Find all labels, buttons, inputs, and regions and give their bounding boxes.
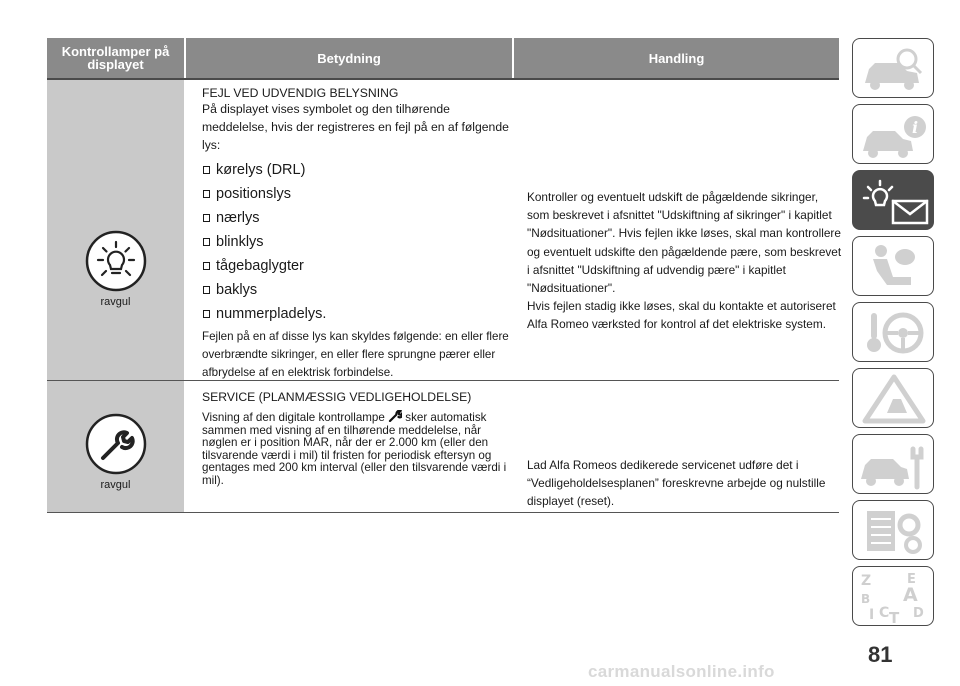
service-wrench-icon <box>85 413 147 475</box>
inline-wrench-icon <box>388 410 402 422</box>
alphabet-index-icon <box>853 567 935 627</box>
checkbox-bullet-icon <box>203 190 210 198</box>
car-wrench-icon <box>853 435 935 495</box>
checkbox-bullet-icon <box>203 214 210 222</box>
checkbox-bullet-icon <box>203 238 210 246</box>
list-item: positionslys <box>202 182 517 206</box>
index-letter: T <box>889 609 900 627</box>
index-letter: D <box>913 606 924 621</box>
tab-technical-data[interactable] <box>852 500 934 560</box>
info-glyph: i <box>912 118 919 137</box>
lamp-cell-2 <box>47 381 184 512</box>
index-letter: C <box>879 605 890 621</box>
watermark: carmanualsonline.info <box>588 662 775 681</box>
index-letter: I <box>869 607 875 623</box>
list-item: tågebaglygter <box>202 254 517 278</box>
action-cell-2: Lad Alfa Romeos dedikerede servicenet udføre det i “Vedligeholdelsesplanen” foreskrevne arbejde og nulstille displayet (reset). <box>527 458 826 509</box>
tab-warning-lamps[interactable] <box>852 170 934 230</box>
specs-gear-icon <box>853 501 935 561</box>
tab-car-info[interactable] <box>852 104 934 164</box>
tab-index[interactable] <box>852 566 934 626</box>
warning-lamp-envelope-icon <box>853 171 935 231</box>
row-divider <box>47 512 839 513</box>
index-letter: E <box>907 572 916 587</box>
lamp-color-label: ravgul <box>100 296 131 308</box>
tab-maintenance[interactable] <box>852 434 934 494</box>
warning-triangle-icon <box>853 369 935 429</box>
checkbox-bullet-icon <box>203 262 210 270</box>
car-search-icon <box>853 39 935 99</box>
index-letter: A <box>903 584 918 606</box>
car-info-icon <box>853 105 935 165</box>
list-item: nærlys <box>202 206 517 230</box>
list-item: baklys <box>202 278 517 302</box>
exterior-light-fault-icon <box>85 230 147 292</box>
checkbox-bullet-icon <box>203 310 210 318</box>
airbag-seat-icon <box>853 237 935 297</box>
row-outro: Fejlen på en af disse lys kan skyldes følgende: en eller flere overbrændte sikringer, en eller flere sprungne pærer eller afbrydelse af en elektrisk forbindelse. <box>202 330 509 379</box>
header-action: Handling <box>514 38 839 78</box>
meaning-cell-2 <box>202 388 514 488</box>
tab-car-search[interactable] <box>852 38 934 98</box>
key-steering-wheel-icon <box>853 303 935 363</box>
checkbox-bullet-icon <box>203 166 210 174</box>
tab-starting-driving[interactable] <box>852 302 934 362</box>
row-text: Visning af den digitale kontrollampe sker automatisk sammen med visning af en tilhørende meddelelse, når nøglen er i position MAR, når der er 2.000 km (eller den tilsvarende værdi i mil) til fristen for periodisk eftersyn og gentages med 200 km interval (eller den tilsvarende værdi i mil). <box>202 411 507 487</box>
row-title: SERVICE (PLANMÆSSIG VEDLIGEHOLDELSE) <box>202 390 472 404</box>
header-meaning: Betydning <box>186 38 512 78</box>
list-item: blinklys <box>202 230 517 254</box>
index-letter: B <box>861 592 871 606</box>
tab-emergency[interactable] <box>852 368 934 428</box>
action-text-2: Hvis fejlen stadig ikke løses, skal du kontakte et autoriseret Alfa Romeo værksted for kontrol af det elektriske system. <box>527 299 836 332</box>
header-lamp: Kontrollamper på displayet <box>47 38 184 78</box>
tab-safety[interactable] <box>852 236 934 296</box>
list-item: kørelys (DRL) <box>202 158 517 182</box>
row-title: FEJL VED UDVENDIG BELYSNING <box>202 86 399 100</box>
page-number: 81 <box>868 642 893 667</box>
lamp-color-label: ravgul <box>100 479 131 491</box>
checkbox-bullet-icon <box>203 286 210 294</box>
list-item: nummerpladelys. <box>202 302 517 326</box>
index-letter: Z <box>861 573 872 589</box>
meaning-cell-1 <box>202 86 517 382</box>
action-cell-1 <box>527 188 842 334</box>
lamp-list <box>202 158 517 326</box>
action-text: Kontroller og eventuelt udskift de pågældende sikringer, som beskrevet i afsnittet "Udskiftning af sikringer" i kapitlet "Nødsituationer". Hvis fejlen ikke løses, skal man kontrollere og eventuelt udskifte den pågældende pære, som beskrevet i afsnittet "Udskiftning af udvendig pære" i kapitlet "Nødsituationer". <box>527 190 842 296</box>
lamp-cell-1 <box>47 80 184 418</box>
row-intro: På displayet vises symbolet og den tilhørende meddelelse, hvis der registreres en fejl på en af følgende lys: <box>202 102 509 152</box>
